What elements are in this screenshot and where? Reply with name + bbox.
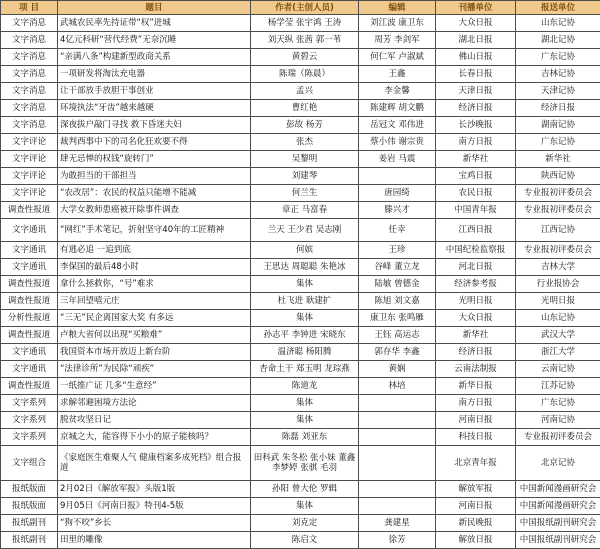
table-row bbox=[1, 202, 600, 219]
cell-outlet: 新华社 bbox=[436, 151, 516, 168]
cell-authors: 王思达 周聪聪 朱艳冰 bbox=[251, 259, 359, 276]
cell-editor: 周芳 李剑军 bbox=[359, 32, 436, 49]
table-row bbox=[1, 242, 600, 259]
table-row bbox=[1, 168, 600, 185]
cell-sender: 经济日报 bbox=[516, 100, 600, 117]
cell-outlet: 新华日报 bbox=[436, 378, 516, 395]
cell-authors: 杨学莹 张宇鸿 王涛 bbox=[251, 15, 359, 32]
cell-outlet: 长沙晚报 bbox=[436, 117, 516, 134]
cell-title: “法律诊所”为民除“顽疾” bbox=[58, 361, 251, 378]
cell-authors: 何嫔 bbox=[251, 242, 359, 259]
cell-editor: 谷峰 董立龙 bbox=[359, 259, 436, 276]
cell-authors: 刘建琴 bbox=[251, 168, 359, 185]
cell-outlet: 北京青年报 bbox=[436, 446, 516, 481]
cell-category: 文字评论 bbox=[1, 151, 58, 168]
cell-outlet: 大众日报 bbox=[436, 15, 516, 32]
cell-outlet: 经济日报 bbox=[436, 344, 516, 361]
cell-authors: 章正 马富春 bbox=[251, 202, 359, 219]
cell-editor: 黄娴 bbox=[359, 361, 436, 378]
cell-editor: 滕兴才 bbox=[359, 202, 436, 219]
cell-category: 调查性报道 bbox=[1, 293, 58, 310]
cell-title: 拿什么拯救你，“号”难求 bbox=[58, 276, 251, 293]
cell-authors: 陈瑞（陈晨） bbox=[251, 66, 359, 83]
cell-title: 一项研发将淘汰充电器 bbox=[58, 66, 251, 83]
cell-category: 文字通讯 bbox=[1, 344, 58, 361]
cell-editor: 陈建辉 胡文鹏 bbox=[359, 100, 436, 117]
cell-title: “亲满八条”构建新型政商关系 bbox=[58, 49, 251, 66]
cell-editor: 龚建星 bbox=[359, 515, 436, 532]
table-body bbox=[1, 15, 600, 549]
cell-sender: 中国报纸副刊研究会 bbox=[516, 515, 600, 532]
cell-authors: 何兰生 bbox=[251, 185, 359, 202]
cell-title: 武城农民率先持证带“权”进城 bbox=[58, 15, 251, 32]
cell-authors: 陈磊 刘亚东 bbox=[251, 429, 359, 446]
header-sender: 报送单位 bbox=[516, 1, 600, 15]
table-row bbox=[1, 310, 600, 327]
cell-category: 文字组合 bbox=[1, 446, 58, 481]
cell-authors: 兰天 王少君 吴志刚 bbox=[251, 219, 359, 242]
cell-editor: 刘江波 康卫东 bbox=[359, 15, 436, 32]
table-header bbox=[1, 1, 600, 15]
cell-editor bbox=[359, 481, 436, 498]
cell-title: 我国资本市场开放迈上新台阶 bbox=[58, 344, 251, 361]
cell-authors: 孙阳 曾大伦 罗辑 bbox=[251, 481, 359, 498]
cell-title: 大学女教师患癌被开除事件调查 bbox=[58, 202, 251, 219]
cell-sender: 河南记协 bbox=[516, 412, 600, 429]
cell-title: “网红”手术笔记，折射坚守40年的工匠精神 bbox=[58, 219, 251, 242]
cell-title: 京城之大，能容得下小小的原子能核吗？ bbox=[58, 429, 251, 446]
cell-outlet: 农民日报 bbox=[436, 185, 516, 202]
cell-authors: 孙志平 李钟进 宋晓东 bbox=[251, 327, 359, 344]
cell-editor: 王珍 bbox=[359, 242, 436, 259]
cell-title: 田里的雕像 bbox=[58, 532, 251, 549]
table-row bbox=[1, 344, 600, 361]
cell-sender: 广东记协 bbox=[516, 395, 600, 412]
cell-category: 文字通讯 bbox=[1, 242, 58, 259]
cell-outlet: 天津日报 bbox=[436, 83, 516, 100]
cell-title: 脱贫攻坚日记 bbox=[58, 412, 251, 429]
cell-category: 文字通讯 bbox=[1, 259, 58, 276]
cell-title: 三年回望嘻元庄 bbox=[58, 293, 251, 310]
cell-sender: 山东记协 bbox=[516, 310, 600, 327]
cell-title: 一纸推广证 几多“生意经” bbox=[58, 378, 251, 395]
cell-authors: 刘天纵 张茜 郭一苇 bbox=[251, 32, 359, 49]
cell-authors: 曹红艳 bbox=[251, 100, 359, 117]
table-row bbox=[1, 49, 600, 66]
cell-authors: 孟兴 bbox=[251, 83, 359, 100]
cell-title: 《家庭医生难聚人气 健康档案多成死档》组合报道 bbox=[58, 446, 251, 481]
cell-editor: 陆敏 曾德金 bbox=[359, 276, 436, 293]
cell-outlet: 科技日报 bbox=[436, 429, 516, 446]
cell-outlet: 大众日报 bbox=[436, 310, 516, 327]
cell-outlet: 经济参考报 bbox=[436, 276, 516, 293]
cell-authors: 集体 bbox=[251, 310, 359, 327]
table-row bbox=[1, 259, 600, 276]
table-row bbox=[1, 378, 600, 395]
cell-title: 求解邻避困境方法论 bbox=[58, 395, 251, 412]
cell-sender: 陕西记协 bbox=[516, 168, 600, 185]
cell-outlet: 长春日报 bbox=[436, 66, 516, 83]
cell-editor: 王鑫 bbox=[359, 66, 436, 83]
table-row bbox=[1, 361, 600, 378]
cell-outlet: 云南法制报 bbox=[436, 361, 516, 378]
cell-outlet: 湖北日报 bbox=[436, 32, 516, 49]
cell-title: 李保国的最后48小时 bbox=[58, 259, 251, 276]
cell-editor: 王钰 高运志 bbox=[359, 327, 436, 344]
cell-sender: 湖南记协 bbox=[516, 117, 600, 134]
cell-editor bbox=[359, 168, 436, 185]
cell-sender: 专业报初评委员会 bbox=[516, 202, 600, 219]
cell-title: 肆无忌惮的权钱“旋转门” bbox=[58, 151, 251, 168]
table-row bbox=[1, 532, 600, 549]
cell-category: 文字评论 bbox=[1, 168, 58, 185]
cell-outlet: 解放日报 bbox=[436, 532, 516, 549]
cell-editor: 李金馨 bbox=[359, 83, 436, 100]
cell-editor: 徐芳 bbox=[359, 532, 436, 549]
cell-category: 文字评论 bbox=[1, 185, 58, 202]
cell-outlet: 新华社 bbox=[436, 327, 516, 344]
cell-category: 调查性报道 bbox=[1, 378, 58, 395]
cell-outlet: 南方日报 bbox=[436, 134, 516, 151]
cell-authors: 吴黎明 bbox=[251, 151, 359, 168]
table-row bbox=[1, 446, 600, 481]
table-row bbox=[1, 15, 600, 32]
cell-outlet: 河北日报 bbox=[436, 259, 516, 276]
cell-sender: 专业报初评委员会 bbox=[516, 185, 600, 202]
cell-title: 有逃必追 一追到底 bbox=[58, 242, 251, 259]
cell-title: 让干部放手放胆干事创业 bbox=[58, 83, 251, 100]
cell-category: 调查性报道 bbox=[1, 327, 58, 344]
header-outlet: 刊播单位 bbox=[436, 1, 516, 15]
table-row bbox=[1, 327, 600, 344]
cell-category: 文字消息 bbox=[1, 100, 58, 117]
cell-sender: 光明日报 bbox=[516, 293, 600, 310]
cell-title: 9月05日《河南日报》特刊4-5版 bbox=[58, 498, 251, 515]
cell-sender: 湖北记协 bbox=[516, 32, 600, 49]
cell-sender: 专业报初评委员会 bbox=[516, 429, 600, 446]
cell-sender: 北京记协 bbox=[516, 446, 600, 481]
header-editor: 编辑 bbox=[359, 1, 436, 15]
table-row bbox=[1, 66, 600, 83]
cell-outlet: 经济日报 bbox=[436, 100, 516, 117]
cell-category: 文字系列 bbox=[1, 429, 58, 446]
cell-category: 文字消息 bbox=[1, 49, 58, 66]
cell-title: 裁判西事中下的司名化狂欢要不得 bbox=[58, 134, 251, 151]
cell-authors: 刘克定 bbox=[251, 515, 359, 532]
cell-outlet: 中国青年报 bbox=[436, 202, 516, 219]
cell-category: 文字系列 bbox=[1, 395, 58, 412]
table-row bbox=[1, 83, 600, 100]
cell-authors: 杜飞进 耿建扩 bbox=[251, 293, 359, 310]
table-row bbox=[1, 151, 600, 168]
cell-title: 4亿元科研“营代经费”无奈沉睡 bbox=[58, 32, 251, 49]
cell-authors: 杏命土干 郑玉明 龙琮燕 bbox=[251, 361, 359, 378]
cell-category: 报纸副刊 bbox=[1, 515, 58, 532]
cell-authors: 集体 bbox=[251, 412, 359, 429]
cell-authors: 张杰 bbox=[251, 134, 359, 151]
cell-editor bbox=[359, 395, 436, 412]
cell-category: 调查性报道 bbox=[1, 276, 58, 293]
cell-outlet: 中国纪检监察报 bbox=[436, 242, 516, 259]
table-row bbox=[1, 293, 600, 310]
cell-authors: 彭故 杨芳 bbox=[251, 117, 359, 134]
cell-category: 文字消息 bbox=[1, 117, 58, 134]
cell-category: 文字评论 bbox=[1, 134, 58, 151]
cell-editor bbox=[359, 446, 436, 481]
cell-title: 为敢担当的干部担当 bbox=[58, 168, 251, 185]
cell-title: “狗不咬”乡长 bbox=[58, 515, 251, 532]
cell-editor bbox=[359, 429, 436, 446]
table-row bbox=[1, 498, 600, 515]
table-row bbox=[1, 100, 600, 117]
cell-editor: 蔡小伟 谢宗贵 bbox=[359, 134, 436, 151]
cell-sender: 浙江大学 bbox=[516, 344, 600, 361]
cell-category: 文字消息 bbox=[1, 15, 58, 32]
cell-editor: 陈旭 刘文嘉 bbox=[359, 293, 436, 310]
cell-sender: 中国报纸副刊研究会 bbox=[516, 532, 600, 549]
cell-editor: 唐园绮 bbox=[359, 185, 436, 202]
cell-category: 文字通讯 bbox=[1, 361, 58, 378]
header-title: 题目 bbox=[58, 1, 251, 15]
header-category: 项 目 bbox=[1, 1, 58, 15]
table-row bbox=[1, 219, 600, 242]
cell-outlet: 新民晚报 bbox=[436, 515, 516, 532]
cell-outlet: 南方日报 bbox=[436, 395, 516, 412]
cell-category: 文字通讯 bbox=[1, 219, 58, 242]
cell-sender: 江西记协 bbox=[516, 219, 600, 242]
cell-title: “农改居”：农民的权益只能增不能减 bbox=[58, 185, 251, 202]
cell-authors: 集体 bbox=[251, 395, 359, 412]
table-row bbox=[1, 117, 600, 134]
table-row bbox=[1, 429, 600, 446]
cell-outlet: 江西日报 bbox=[436, 219, 516, 242]
cell-sender: 广东记协 bbox=[516, 49, 600, 66]
cell-editor bbox=[359, 412, 436, 429]
table-row bbox=[1, 481, 600, 498]
cell-sender: 天津记协 bbox=[516, 83, 600, 100]
cell-category: 报纸版面 bbox=[1, 481, 58, 498]
cell-sender: 新华社 bbox=[516, 151, 600, 168]
cell-sender: 江苏记协 bbox=[516, 378, 600, 395]
cell-title: 卢粮大省何以出现“买粮难” bbox=[58, 327, 251, 344]
table-row bbox=[1, 412, 600, 429]
cell-sender: 广东记协 bbox=[516, 134, 600, 151]
cell-sender: 吉林大学 bbox=[516, 259, 600, 276]
cell-authors: 集体 bbox=[251, 498, 359, 515]
cell-category: 报纸副刊 bbox=[1, 532, 58, 549]
cell-category: 文字消息 bbox=[1, 83, 58, 100]
header-authors: 作者(主创人员) bbox=[251, 1, 359, 15]
cell-category: 分析性报道 bbox=[1, 310, 58, 327]
cell-editor: 任幸 bbox=[359, 219, 436, 242]
cell-editor: 姜岩 马震 bbox=[359, 151, 436, 168]
cell-authors: 陈道龙 bbox=[251, 378, 359, 395]
header-row bbox=[1, 1, 600, 15]
cell-category: 文字消息 bbox=[1, 32, 58, 49]
cell-editor: 康卫东 张鸣雁 bbox=[359, 310, 436, 327]
cell-sender: 云南记协 bbox=[516, 361, 600, 378]
cell-editor: 林培 bbox=[359, 378, 436, 395]
cell-editor bbox=[359, 498, 436, 515]
cell-title: 环境执法“牙齿”越来越硬 bbox=[58, 100, 251, 117]
cell-category: 文字消息 bbox=[1, 66, 58, 83]
cell-authors: 田科武 朱冬松 张小妹 董鑫 李梦婷 张骐 毛羽 bbox=[251, 446, 359, 481]
cell-sender: 吉林记协 bbox=[516, 66, 600, 83]
cell-outlet: 河南日报 bbox=[436, 498, 516, 515]
cell-sender: 中国新闻漫画研究会 bbox=[516, 481, 600, 498]
cell-editor: 岳冠文 邓伟进 bbox=[359, 117, 436, 134]
cell-sender: 武汉大学 bbox=[516, 327, 600, 344]
cell-authors: 陈启文 bbox=[251, 532, 359, 549]
cell-sender: 行业报协会 bbox=[516, 276, 600, 293]
cell-authors: 集体 bbox=[251, 276, 359, 293]
cell-title: 深夜拔户敲门寻找 救下昏迷夫妇 bbox=[58, 117, 251, 134]
cell-category: 调查性报道 bbox=[1, 202, 58, 219]
table-row bbox=[1, 395, 600, 412]
cell-title: 2月02日《解放军报》头版1版 bbox=[58, 481, 251, 498]
table-row bbox=[1, 32, 600, 49]
table-row bbox=[1, 185, 600, 202]
cell-authors: 温济聪 杨阳腾 bbox=[251, 344, 359, 361]
cell-editor: 何仁军 卢淑斌 bbox=[359, 49, 436, 66]
cell-category: 报纸版面 bbox=[1, 498, 58, 515]
cell-outlet: 光明日报 bbox=[436, 293, 516, 310]
cell-sender: 专业报初评委员会 bbox=[516, 242, 600, 259]
cell-sender: 山东记协 bbox=[516, 15, 600, 32]
cell-title: “三无”民企离国家大奖 有多远 bbox=[58, 310, 251, 327]
cell-outlet: 宝鸡日报 bbox=[436, 168, 516, 185]
cell-category: 文字系列 bbox=[1, 412, 58, 429]
table-row bbox=[1, 276, 600, 293]
table-row bbox=[1, 515, 600, 532]
cell-outlet: 河南日报 bbox=[436, 412, 516, 429]
cell-sender: 中国新闻漫画研究会 bbox=[516, 498, 600, 515]
cell-outlet: 解放军报 bbox=[436, 481, 516, 498]
cell-editor: 郭存华 李鑫 bbox=[359, 344, 436, 361]
cell-authors: 黄碧云 bbox=[251, 49, 359, 66]
table-row bbox=[1, 134, 600, 151]
cell-outlet: 佛山日报 bbox=[436, 49, 516, 66]
